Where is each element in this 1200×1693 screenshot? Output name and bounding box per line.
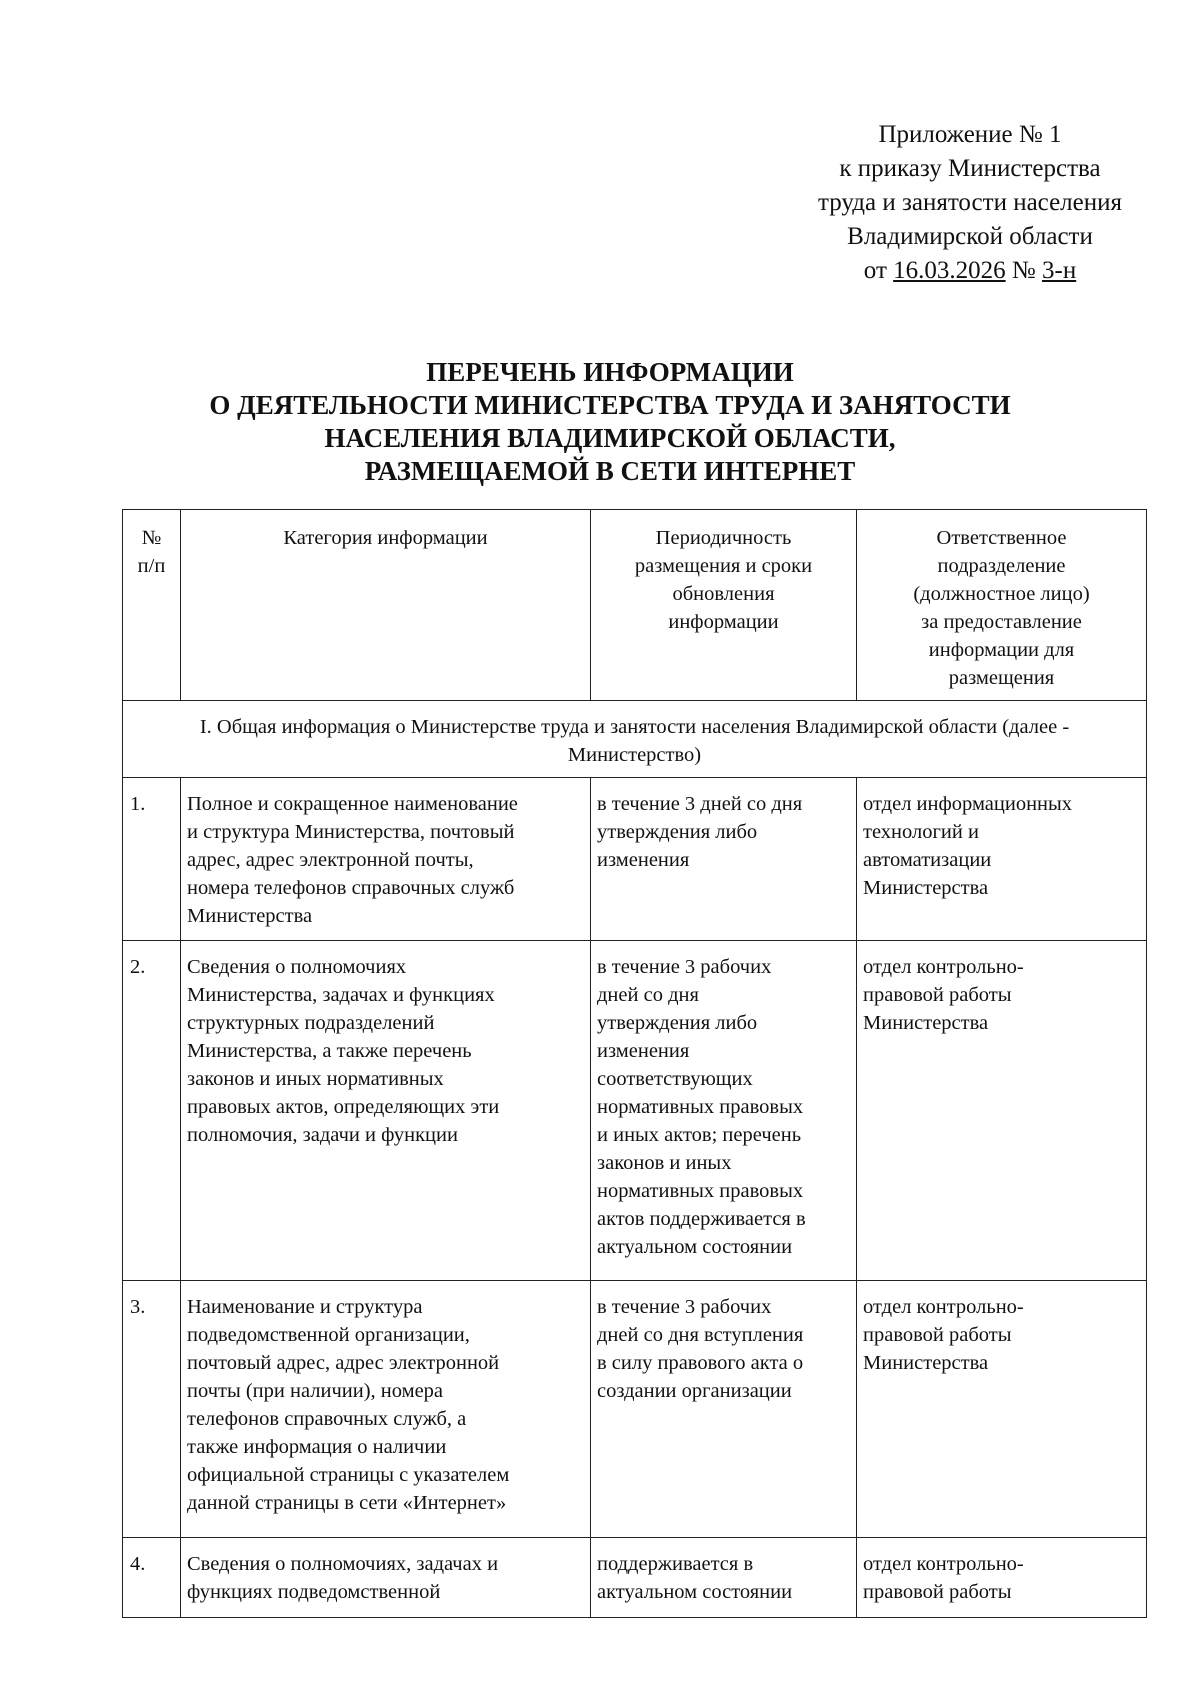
- row-period: в течение 3 рабочих дней со дня вступления в силу правового акта о создании организации: [591, 1281, 857, 1538]
- title-line-2: О ДЕЯТЕЛЬНОСТИ МИНИСТЕРСТВА ТРУДА И ЗАНЯТОСТИ: [209, 390, 1011, 420]
- information-table: [122, 509, 1147, 1618]
- order-number: 3-н: [1042, 257, 1077, 284]
- row-responsible: отдел информационных технологий и автоматизации Министерства: [857, 778, 1147, 941]
- order-date: 16.03.2026: [893, 257, 1006, 284]
- row-period: в течение 3 дней со дня утверждения либо изменения: [591, 778, 857, 941]
- section-1-title: I. Общая информация о Министерстве труда и занятости населения Владимирской области (далее - Министерство): [123, 701, 1147, 778]
- table-header-row: [123, 510, 1147, 701]
- appendix-line-4: Владимирской области: [847, 223, 1093, 250]
- row-responsible: отдел контрольно- правовой работы Министерства: [857, 941, 1147, 1281]
- title-line-1: ПЕРЕЧЕНЬ ИНФОРМАЦИИ: [426, 357, 794, 387]
- title-line-3: НАСЕЛЕНИЯ ВЛАДИМИРСКОЙ ОБЛАСТИ,: [324, 423, 896, 453]
- appendix-line-1: Приложение № 1: [878, 121, 1062, 148]
- date-prefix: от: [863, 257, 887, 284]
- row-category: Полное и сокращенное наименование и структура Министерства, почтовый адрес, адрес электронной почты, номера телефонов справочных служб Министерства: [181, 778, 591, 941]
- header-period: Периодичность размещения и сроки обновления информации: [591, 510, 857, 701]
- header-category: Категория информации: [181, 510, 591, 701]
- row-category: Сведения о полномочиях Министерства, задачах и функциях структурных подразделений Министерства, а также перечень законов и иных нормативных правовых актов, определяющих эти полномочия, задачи и функции: [181, 941, 591, 1281]
- row-category: Наименование и структура подведомственной организации, почтовый адрес, адрес электронной почты (при наличии), номера телефонов справочных служб, а также информация о наличии официальной страницы с указателем данной страницы в сети «Интернет»: [181, 1281, 591, 1538]
- number-prefix: №: [1011, 257, 1036, 284]
- row-num: 3.: [123, 1281, 181, 1538]
- appendix-block: [790, 118, 1150, 288]
- row-num: 1.: [123, 778, 181, 941]
- header-responsible: Ответственное подразделение (должностное лицо) за предоставление информации для размещения: [857, 510, 1147, 701]
- appendix-line-3: труда и занятости населения: [817, 189, 1123, 216]
- row-responsible: отдел контрольно- правовой работы: [857, 1538, 1147, 1618]
- header-num: № п/п: [123, 510, 181, 701]
- row-responsible: отдел контрольно- правовой работы Министерства: [857, 1281, 1147, 1538]
- table-row: [123, 1538, 1147, 1618]
- row-num: 2.: [123, 941, 181, 1281]
- table-row: [123, 1281, 1147, 1538]
- title-line-4: РАЗМЕЩАЕМОЙ В СЕТИ ИНТЕРНЕТ: [364, 456, 856, 486]
- table-row: [123, 941, 1147, 1281]
- row-num: 4.: [123, 1538, 181, 1618]
- row-category: Сведения о полномочиях, задачах и функциях подведомственной: [181, 1538, 591, 1618]
- row-period: в течение 3 рабочих дней со дня утверждения либо изменения соответствующих нормативных правовых и иных актов; перечень законов и иных нормативных правовых актов поддерживается в актуальном состоянии: [591, 941, 857, 1281]
- section-row: [123, 701, 1147, 778]
- table-row: [123, 778, 1147, 941]
- appendix-line-2: к приказу Министерства: [839, 155, 1101, 182]
- document-title: [150, 356, 1070, 488]
- appendix-date-line: [790, 254, 1150, 288]
- row-period: поддерживается в актуальном состоянии: [591, 1538, 857, 1618]
